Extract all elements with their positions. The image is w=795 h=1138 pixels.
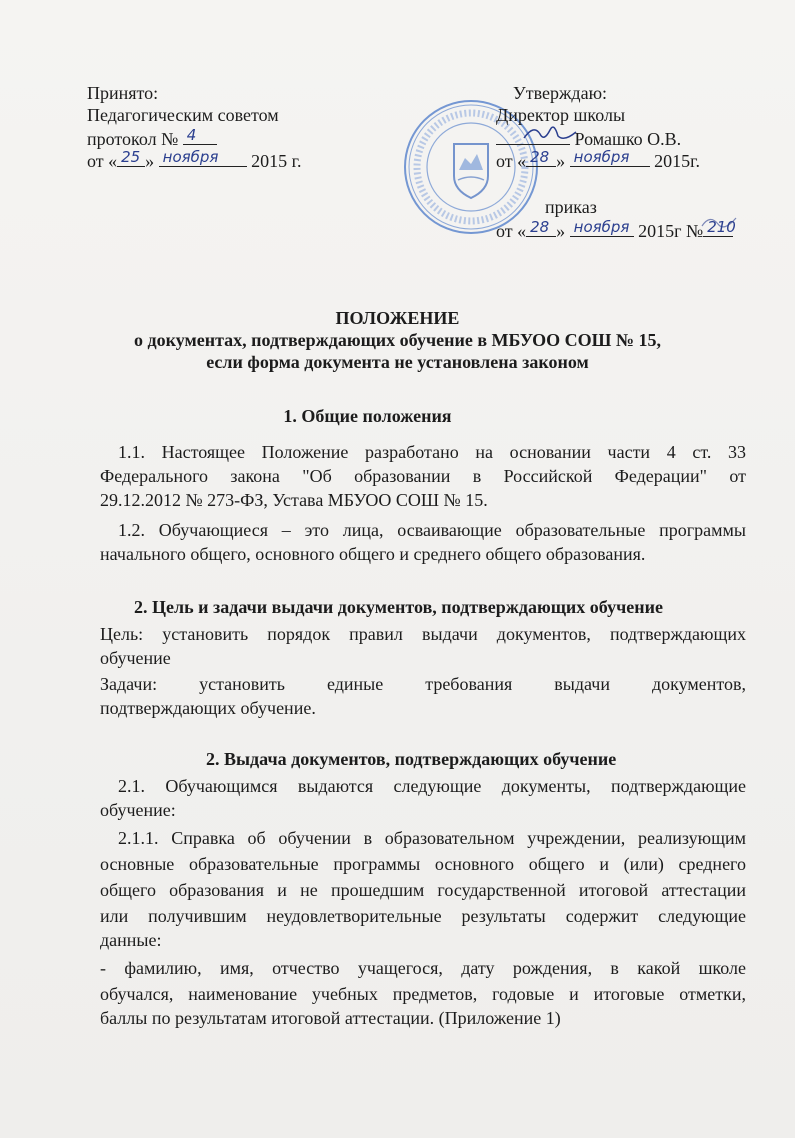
order-date-open: от « xyxy=(496,221,527,241)
order-year: 2015г № xyxy=(638,221,704,241)
goal-line1: Цель: установить порядок правил выдачи документов, подтверждающих xyxy=(100,624,746,644)
section3-p2-line4: или получившим неудовлетворительные результаты содержит следующие xyxy=(100,906,746,926)
section1-p1-line1: 1.1. Настоящее Положение разработано на основании части 4 ст. 33 xyxy=(118,442,746,462)
protocol-month: ноября xyxy=(162,148,219,166)
order-month: ноября xyxy=(573,218,630,236)
section3-p2-line1: 2.1.1. Справка об обучении в образовательном учреждении, реализующим xyxy=(118,828,746,848)
director-name: Ромашко О.В. xyxy=(574,129,682,149)
section1-p1-line3: 29.12.2012 № 273-ФЗ, Устава МБУОО СОШ № 15. xyxy=(100,490,488,510)
approval-month: ноября xyxy=(573,148,630,166)
section3-p2-line3: общего образования и не прошедшим государственной итоговой аттестации xyxy=(100,880,746,900)
protocol-date-line xyxy=(87,148,302,172)
order-number: 210 xyxy=(707,218,736,236)
order-date-close: » xyxy=(556,221,566,241)
section3-heading: 2. Выдача документов, подтверждающих обучение xyxy=(206,749,617,769)
protocol-year: 2015 г. xyxy=(251,151,302,171)
approval-date-open: от « xyxy=(496,151,527,171)
section1-heading: 1. Общие положения xyxy=(283,406,452,426)
pedagogical-council-label: Педагогическим советом xyxy=(87,105,279,125)
approve-label: Утверждаю: xyxy=(513,83,608,103)
section1-p1-line2: Федерального закона "Об образовании в Российской Федерации" от xyxy=(100,466,746,486)
approval-day: 28 xyxy=(530,148,550,166)
order-label: приказ xyxy=(545,197,597,217)
section1-p2-line1: 1.2. Обучающиеся – это лица, осваивающие образовательные программы xyxy=(118,520,746,540)
tasks-line2: подтверждающих обучение. xyxy=(100,698,316,718)
date-open-label: от « xyxy=(87,151,118,171)
director-label: Директор школы xyxy=(496,105,626,125)
section3-p1-line1: 2.1. Обучающимся выдаются следующие документы, подтверждающие xyxy=(118,776,746,796)
section3-p1-line2: обучение: xyxy=(100,800,176,820)
approval-date-close: » xyxy=(556,151,566,171)
protocol-number: 4 xyxy=(186,126,197,144)
document-title: ПОЛОЖЕНИЕ xyxy=(335,308,460,328)
order-day: 28 xyxy=(530,218,550,236)
goal-line2: обучение xyxy=(100,648,171,668)
tasks-line1: Задачи: установить единые требования выдачи документов, xyxy=(100,674,746,694)
section3-p2-line5: данные: xyxy=(100,930,162,950)
document-subtitle-line1: о документах, подтверждающих обучение в МБУОО СОШ № 15, xyxy=(133,330,661,350)
approval-date-line xyxy=(496,148,700,172)
section3-p2-line2: основные образовательные программы основного общего и (или) среднего xyxy=(100,854,746,874)
approval-year: 2015г. xyxy=(654,151,700,171)
section3-p3-line3: баллы по результатам итоговой аттестации. (Приложение 1) xyxy=(100,1008,561,1028)
section2-heading: 2. Цель и задачи выдачи документов, подтверждающих обучение xyxy=(134,597,663,617)
document-subtitle-line2: если форма документа не установлена законом xyxy=(206,352,589,372)
order-date-line xyxy=(496,218,736,242)
accepted-label: Принято: xyxy=(87,83,159,103)
protocol-label: протокол № xyxy=(87,129,179,149)
section3-p3-line1: - фамилию, имя, отчество учащегося, дату рождения, в какой школе xyxy=(100,958,746,978)
protocol-day: 25 xyxy=(121,148,141,166)
section3-p3-line2: обучался, наименование учебных предметов, годовые и итоговые отметки, xyxy=(100,984,746,1004)
date-close-label: » xyxy=(145,151,155,171)
section1-p2-line2: начального общего, основного общего и среднего общего образования. xyxy=(100,544,646,564)
